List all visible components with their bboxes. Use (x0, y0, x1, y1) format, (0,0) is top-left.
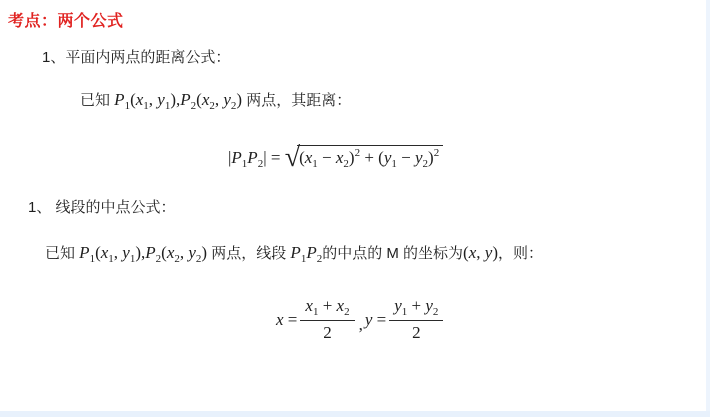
text-run: ) (428, 148, 434, 167)
text-run: 2 (422, 158, 429, 170)
text-run: ), (170, 90, 181, 109)
text-run: ) (236, 90, 243, 109)
text-run: 2 (174, 253, 180, 265)
text-run: + ( (360, 148, 384, 167)
formula-separator-comma: , (358, 314, 363, 334)
text-run: , (179, 243, 189, 262)
fraction-x-denominator: 2 (300, 320, 354, 343)
text-run: x (276, 309, 284, 329)
text-run: , (476, 243, 485, 262)
text-run: 1 (300, 253, 307, 265)
text-run: + (407, 296, 426, 315)
text-run: 已知 (80, 92, 115, 109)
text-run: x (201, 90, 210, 109)
page-bottom-edge (0, 411, 710, 417)
text-run: , (214, 90, 224, 109)
fraction-x (300, 296, 354, 343)
radicand (297, 145, 443, 170)
text-run: 2 (257, 158, 264, 170)
text-run: 1 (129, 253, 136, 265)
text-run: 的中点的 M 的坐标为 (322, 245, 464, 262)
text-run: 2 (354, 147, 361, 159)
text-run: ( (196, 90, 202, 109)
text-run: x (166, 243, 175, 262)
text-run: 2 (432, 306, 439, 318)
text-run: − (317, 148, 336, 167)
text-run: P (114, 90, 125, 109)
text-run: 1 (143, 100, 149, 112)
text-run: P (145, 243, 156, 262)
text-run: 2 (190, 100, 197, 112)
given-points-line-midpoint (45, 242, 543, 265)
text-run: y (223, 90, 231, 109)
text-run: y (414, 148, 423, 167)
text-run: 2 (316, 253, 323, 265)
text-run: P (247, 148, 258, 167)
text-run: 1 (391, 158, 397, 170)
text-run: ，则： (497, 245, 543, 262)
text-run: y (188, 243, 196, 262)
text-run: 2 (195, 253, 202, 265)
text-run: | = (263, 148, 285, 167)
text-run: 1 (241, 158, 248, 170)
text-run: 2 (209, 100, 215, 112)
text-run: ) (492, 243, 498, 262)
text-run: y (484, 243, 493, 262)
text-run: ) (201, 243, 208, 262)
text-run: 2 (230, 100, 237, 112)
text-run: x (100, 243, 109, 262)
text-run: 2 (343, 158, 349, 170)
text-run: 2 (433, 147, 440, 159)
page-right-edge (706, 0, 710, 417)
text-run: P (79, 243, 90, 262)
distance-formula (228, 142, 443, 174)
section-heading-distance: 1、平面内两点的距离公式： (42, 49, 231, 66)
text-run: ), (135, 243, 146, 262)
text-run: y (122, 243, 130, 262)
text-run: ( (130, 90, 136, 109)
text-run: P (180, 90, 191, 109)
text-run: 2 (155, 253, 162, 265)
fraction-x-numerator (300, 296, 354, 320)
text-run: , (113, 243, 123, 262)
text-run: y (383, 148, 392, 167)
text-run: ( (299, 148, 305, 167)
text-run: = (372, 309, 387, 329)
text-run: y (394, 296, 402, 315)
square-root (284, 142, 444, 173)
midpoint-y-lhs (365, 310, 386, 330)
text-run: 1 (89, 253, 96, 265)
text-run: x (304, 148, 313, 167)
text-run: 两点，线段 (207, 245, 291, 262)
text-run: 1 (312, 158, 318, 170)
text-run: x (335, 148, 344, 167)
text-run: y (157, 90, 165, 109)
text-run: 1 (164, 100, 171, 112)
text-run: x (468, 243, 477, 262)
fraction-y (389, 296, 443, 343)
text-run: − (396, 148, 415, 167)
text-run: ( (95, 243, 101, 262)
text-run: 1 (312, 306, 319, 318)
text-run: x (305, 296, 313, 315)
text-run: 1 (108, 253, 114, 265)
text-run: = (283, 309, 298, 329)
text-run: 1 (124, 100, 131, 112)
text-run: 两点，其距离： (242, 92, 352, 109)
given-points-line-distance (80, 89, 351, 112)
text-run: 1 (401, 306, 408, 318)
text-run: | (228, 148, 232, 167)
distance-formula-lhs (228, 148, 285, 170)
text-run: ( (463, 243, 469, 262)
text-run: x (135, 90, 144, 109)
text-run: ( (161, 243, 167, 262)
text-run: y (364, 309, 373, 329)
radical-sign: √ (284, 142, 301, 173)
midpoint-x-lhs (276, 310, 297, 330)
text-run: P (231, 148, 242, 167)
midpoint-formula (276, 296, 446, 343)
fraction-y-numerator (389, 296, 443, 320)
page-title: 考点：两个公式 (8, 13, 124, 30)
text-run: 已知 (45, 245, 80, 262)
text-run: 2 (344, 306, 350, 318)
text-run: P (290, 243, 301, 262)
text-run: y (425, 296, 433, 315)
text-run: , (148, 90, 158, 109)
fraction-y-denominator: 2 (389, 320, 443, 343)
text-run: ) (348, 148, 355, 167)
text-run: P (306, 243, 317, 262)
text-run: + (318, 296, 337, 315)
section-heading-midpoint: 1、 线段的中点公式： (28, 199, 176, 216)
text-run: x (336, 296, 345, 315)
